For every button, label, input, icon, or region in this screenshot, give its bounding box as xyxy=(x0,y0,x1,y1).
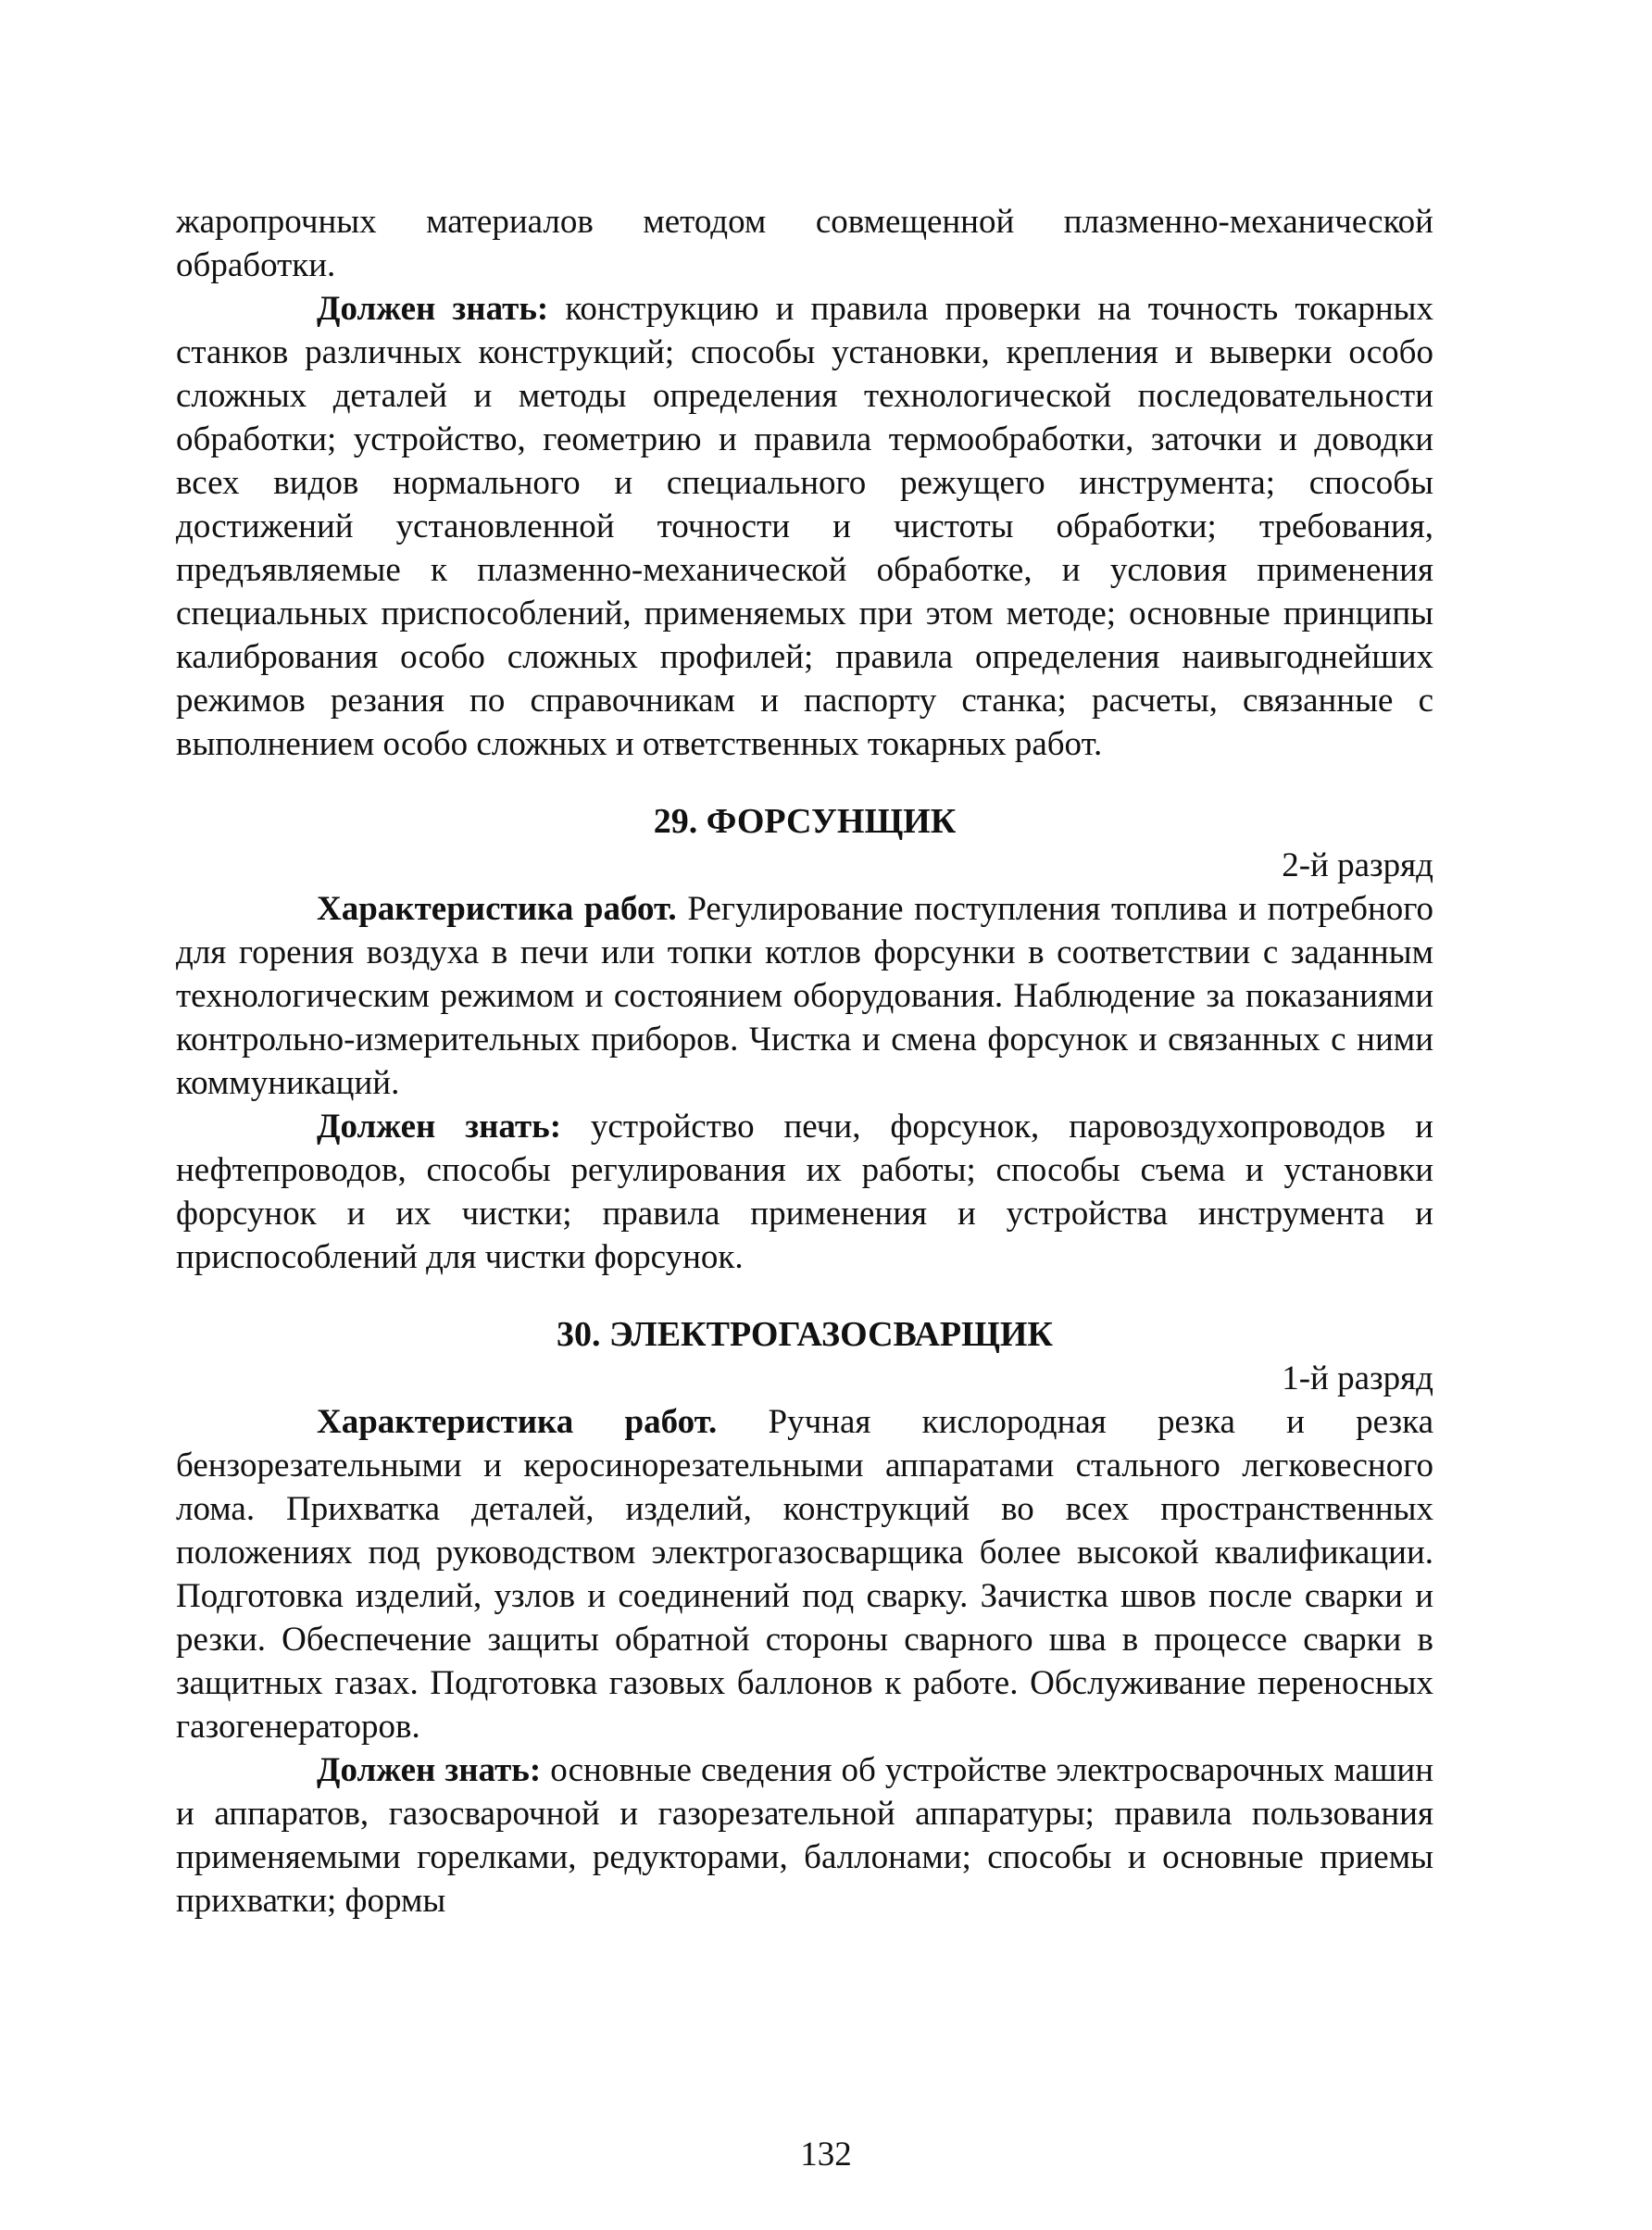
work-label: Характеристика работ. xyxy=(317,890,677,928)
work-text: Ручная кислородная резка и резка бензорезательными и керосинорезательными аппаратами стального легковесного лома. Прихватка деталей, изделий, конструкций во всех пространственных положениях под руководством электрогазосварщика более высокой квалификации. Подготовка изделий, узлов и соединений под сварку. Зачистка швов после сварки и резки. Обеспечение защиты обратной стороны сварного шва в процессе сварки в защитных газах. Подготовка газовых баллонов к работе. Обслуживание переносных газогенераторов. xyxy=(176,1403,1433,1746)
work-paragraph-29 xyxy=(176,887,1433,1105)
know-paragraph-29 xyxy=(176,1105,1433,1279)
grade-label-30: 1-й разряд xyxy=(1282,1359,1433,1397)
page-number: 132 xyxy=(800,2136,852,2174)
know-text: конструкцию и правила проверки на точность токарных станков различных конструкций; способы установки, крепления и выверки особо сложных деталей и методы определения технологической последовательности обработки; устройство, геометрию и правила термообработки, заточки и доводки всех видов нормального и специального режущего инструмента; способы достижений установленной точности и чистоты обработки; требования, предъявляемые к плазменно-механической обработке, и условия применения специальных приспособлений, применяемых при этом методе; основные принципы калибрования особо сложных профилей; правила определения наивыгоднейших режимов резания по справочникам и паспорту станка; расчеты, связанные с выполнением особо сложных и ответственных токарных работ. xyxy=(176,290,1434,763)
section-heading-29: 29. ФОРСУНЩИК xyxy=(653,802,957,841)
work-label: Характеристика работ. xyxy=(317,1403,718,1441)
know-text: устройство печи, форсунок, паровоздухопроводов и нефтепроводов, способы регулирования их работы; способы съема и установки форсунок и их чистки; правила применения и устройства инструмента и приспособлений для чистки форсунок. xyxy=(176,1108,1433,1276)
know-label: Должен знать: xyxy=(317,1751,542,1789)
know-paragraph-30 xyxy=(176,1748,1433,1923)
know-label: Должен знать: xyxy=(317,290,549,328)
know-label: Должен знать: xyxy=(317,1108,562,1146)
section-heading-30: 30. ЭЛЕКТРОГАЗОСВАРЩИК xyxy=(557,1315,1053,1354)
continued-paragraph-text: жаропрочных материалов методом совмещенной плазменно-механической обработки. xyxy=(176,203,1433,284)
page-content xyxy=(176,200,1433,1923)
work-text: Регулирование поступления топлива и потребного для горения воздуха в печи или топки котлов форсунки в соответствии с заданным технологическим режимом и состоянием оборудования. Наблюдение за показаниями контрольно-измерительных приборов. Чистка и смена форсунок и связанных с ними коммуникаций. xyxy=(176,890,1434,1102)
know-paragraph-28 xyxy=(176,287,1433,766)
grade-label-29: 2-й разряд xyxy=(1282,846,1433,884)
work-paragraph-30 xyxy=(176,1400,1433,1748)
continued-paragraph xyxy=(176,200,1433,287)
know-text: основные сведения об устройстве электросварочных машин и аппаратов, газосварочной и газорезательной аппаратуры; правила пользования применяемыми горелками, редукторами, баллонами; способы и основные приемы прихватки; формы xyxy=(176,1751,1433,1920)
